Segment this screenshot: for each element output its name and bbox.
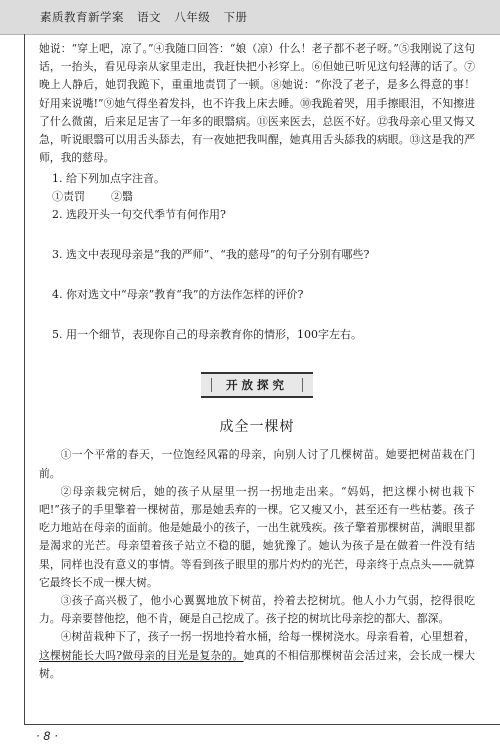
header-volume: 下册 bbox=[223, 10, 248, 24]
header-title bbox=[40, 9, 256, 25]
page-number: · 8 · bbox=[36, 729, 58, 743]
story-paragraph-1: ①一个平常的春天，一位饱经风霜的母亲，向别人讨了几棵树苗。她要把树苗栽在门前。 bbox=[39, 448, 475, 480]
question-1-options bbox=[39, 188, 475, 206]
question-2: 2. 选段开头一句交代季节有何作用? bbox=[52, 208, 226, 222]
page-header bbox=[0, 0, 500, 35]
story-title: 成全一棵树 bbox=[219, 419, 295, 436]
question-1: 1. 给下列加点字注音。 bbox=[52, 172, 165, 186]
section-heading-box bbox=[201, 372, 313, 398]
question-4: 4. 你对选文中“母亲”教育“我”的方法作怎样的评价? bbox=[52, 288, 304, 302]
question-5: 5. 用一个细节，表现你自己的母亲教育你的情形，100字左右。 bbox=[52, 328, 362, 342]
left-margin-rule bbox=[24, 34, 25, 724]
page-content bbox=[39, 40, 475, 683]
question-3: 3. 选文中表现母亲是“我的严师”、“我的慈母”的句子分别有哪些? bbox=[52, 248, 370, 262]
header-subject: 语文 bbox=[137, 10, 162, 24]
bottom-margin-rule bbox=[24, 724, 500, 725]
story-paragraph-4 bbox=[39, 628, 475, 683]
section-heading: 开放探究 bbox=[226, 378, 288, 393]
question-1-option-1: ①责罚 bbox=[52, 190, 85, 204]
story-paragraph-3: ③孩子高兴极了，他小心翼翼地放下树苗，拎着去挖树坑。他人小力气弱，挖得很吃力。母亲要替他挖，他不肯，硬是自己挖成了。孩子挖的树坑比母亲挖的都大、都深。 bbox=[39, 594, 475, 626]
story-underlined-sentence: 这棵树能长大吗?做母亲的目光是复杂的。 bbox=[39, 648, 244, 662]
story-paragraph-4-part-2: 她真的不相信那棵树苗会活过来，会长成一棵大树。 bbox=[39, 648, 475, 680]
header-grade: 八年级 bbox=[174, 10, 211, 24]
question-1-option-2: ②翳 bbox=[111, 190, 133, 204]
passage-paragraph: 她说：“穿上吧，凉了。”④我随口回答：“娘（凉）什么！老子都不老子呀。”⑤我刚说了这句话，一抬头，看见母亲从家里走出，我赶快把小衫穿上。⑥但她已听见这句轻薄的话了。⑦晚上人静后，她罚我跪下，重重地责罚了一顿。⑧她说：“你没了老子，是多么得意的事！好用来说嘴!”⑨她气得坐着发抖，也不许我上床去睡。⑩我跪着哭，用手擦眼泪，不知擦进了什么微菌，后来足足害了一年多的眼翳病。⑪医来医去，总医不好。⑫我母亲心里又悔又急，听说眼翳可以用舌头舔去，有一夜她把我叫醒，她真用舌头舔我的病眼。⑬这是我的严师，我的慈母。 bbox=[39, 42, 475, 165]
story-paragraph-2: ②母亲栽完树后，她的孩子从屋里一拐一拐地走出来。“妈妈，把这棵小树也栽下吧!”孩子的手里擎着一棵树苗，那是她丢弃的一棵。它又瘦又小，甚至还有一些枯萎。孩子吃力地站在母亲的面前。他是她最小的孩子，一出生就残疾。孩子擎着那棵树苗，满眼里都是渴求的光芒。母亲望着孩子站立不稳的腿，她犹豫了。她认为孩子是在做着一件没有结果，同样也没有意义的事情。等看到孩子眼里的那片灼灼的光芒，母亲终于点点头——就算它最终长不成一棵大树。 bbox=[39, 484, 475, 589]
story-paragraph-4-part-1: ④树苗栽种下了，孩子一拐一拐地拎着水桶，给每一棵树浇水。母亲看着，心里想着， bbox=[60, 630, 475, 644]
header-book-title: 素质教育新学案 bbox=[40, 10, 124, 24]
